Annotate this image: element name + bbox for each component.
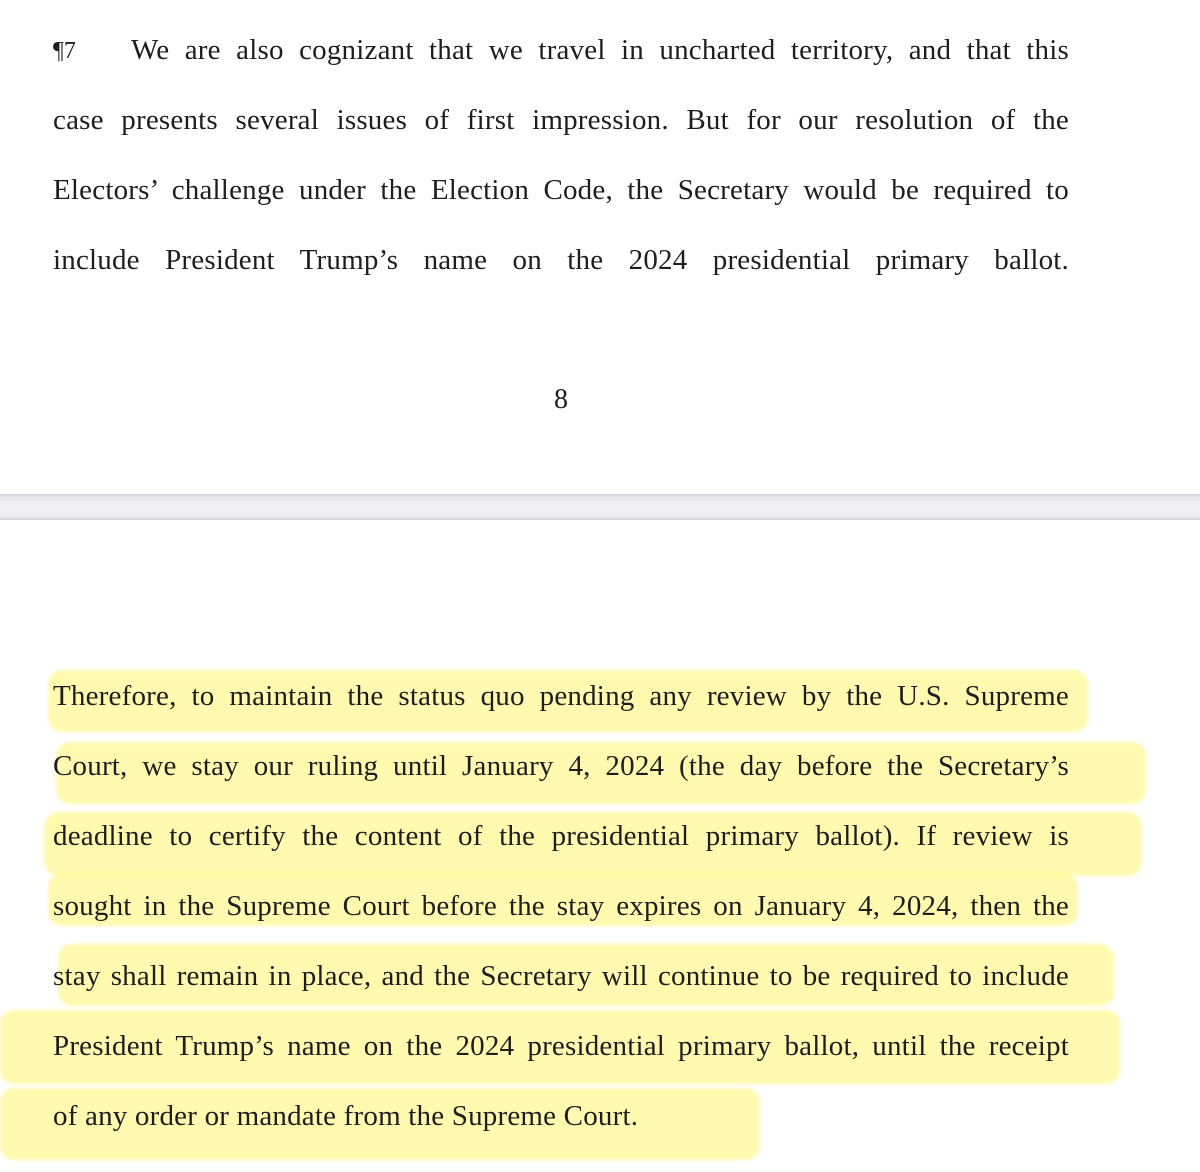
document-page-8 [0, 0, 1200, 494]
text-line: President Trump’s name on the 2024 presidential primary ballot, until the receipt [53, 1030, 1069, 1062]
text-line: of any order or mandate from the Supreme Court. [53, 1100, 639, 1132]
text-line: include President Trump’s name on the 2024 presidential primary ballot. [53, 244, 1069, 276]
text-line: deadline to certify the content of the presidential primary ballot). If review is [53, 820, 1069, 852]
paragraph-mark: ¶7 [53, 38, 76, 64]
text-line: sought in the Supreme Court before the stay expires on January 4, 2024, then the [53, 890, 1069, 922]
text-line: stay shall remain in place, and the Secretary will continue to be required to include [53, 960, 1069, 992]
text-line: Court, we stay our ruling until January 4, 2024 (the day before the Secretary’s [53, 750, 1069, 782]
text-line: Electors’ challenge under the Election Code, the Secretary would be required to [53, 174, 1069, 206]
page-separator [0, 494, 1200, 520]
text-line: Therefore, to maintain the status quo pending any review by the U.S. Supreme [53, 680, 1069, 712]
text-line: We are also cognizant that we travel in uncharted territory, and that this [131, 34, 1069, 66]
text-line: case presents several issues of first impression. But for our resolution of the [53, 104, 1069, 136]
page-number: 8 [554, 384, 568, 415]
document-page-9 [0, 520, 1200, 1172]
